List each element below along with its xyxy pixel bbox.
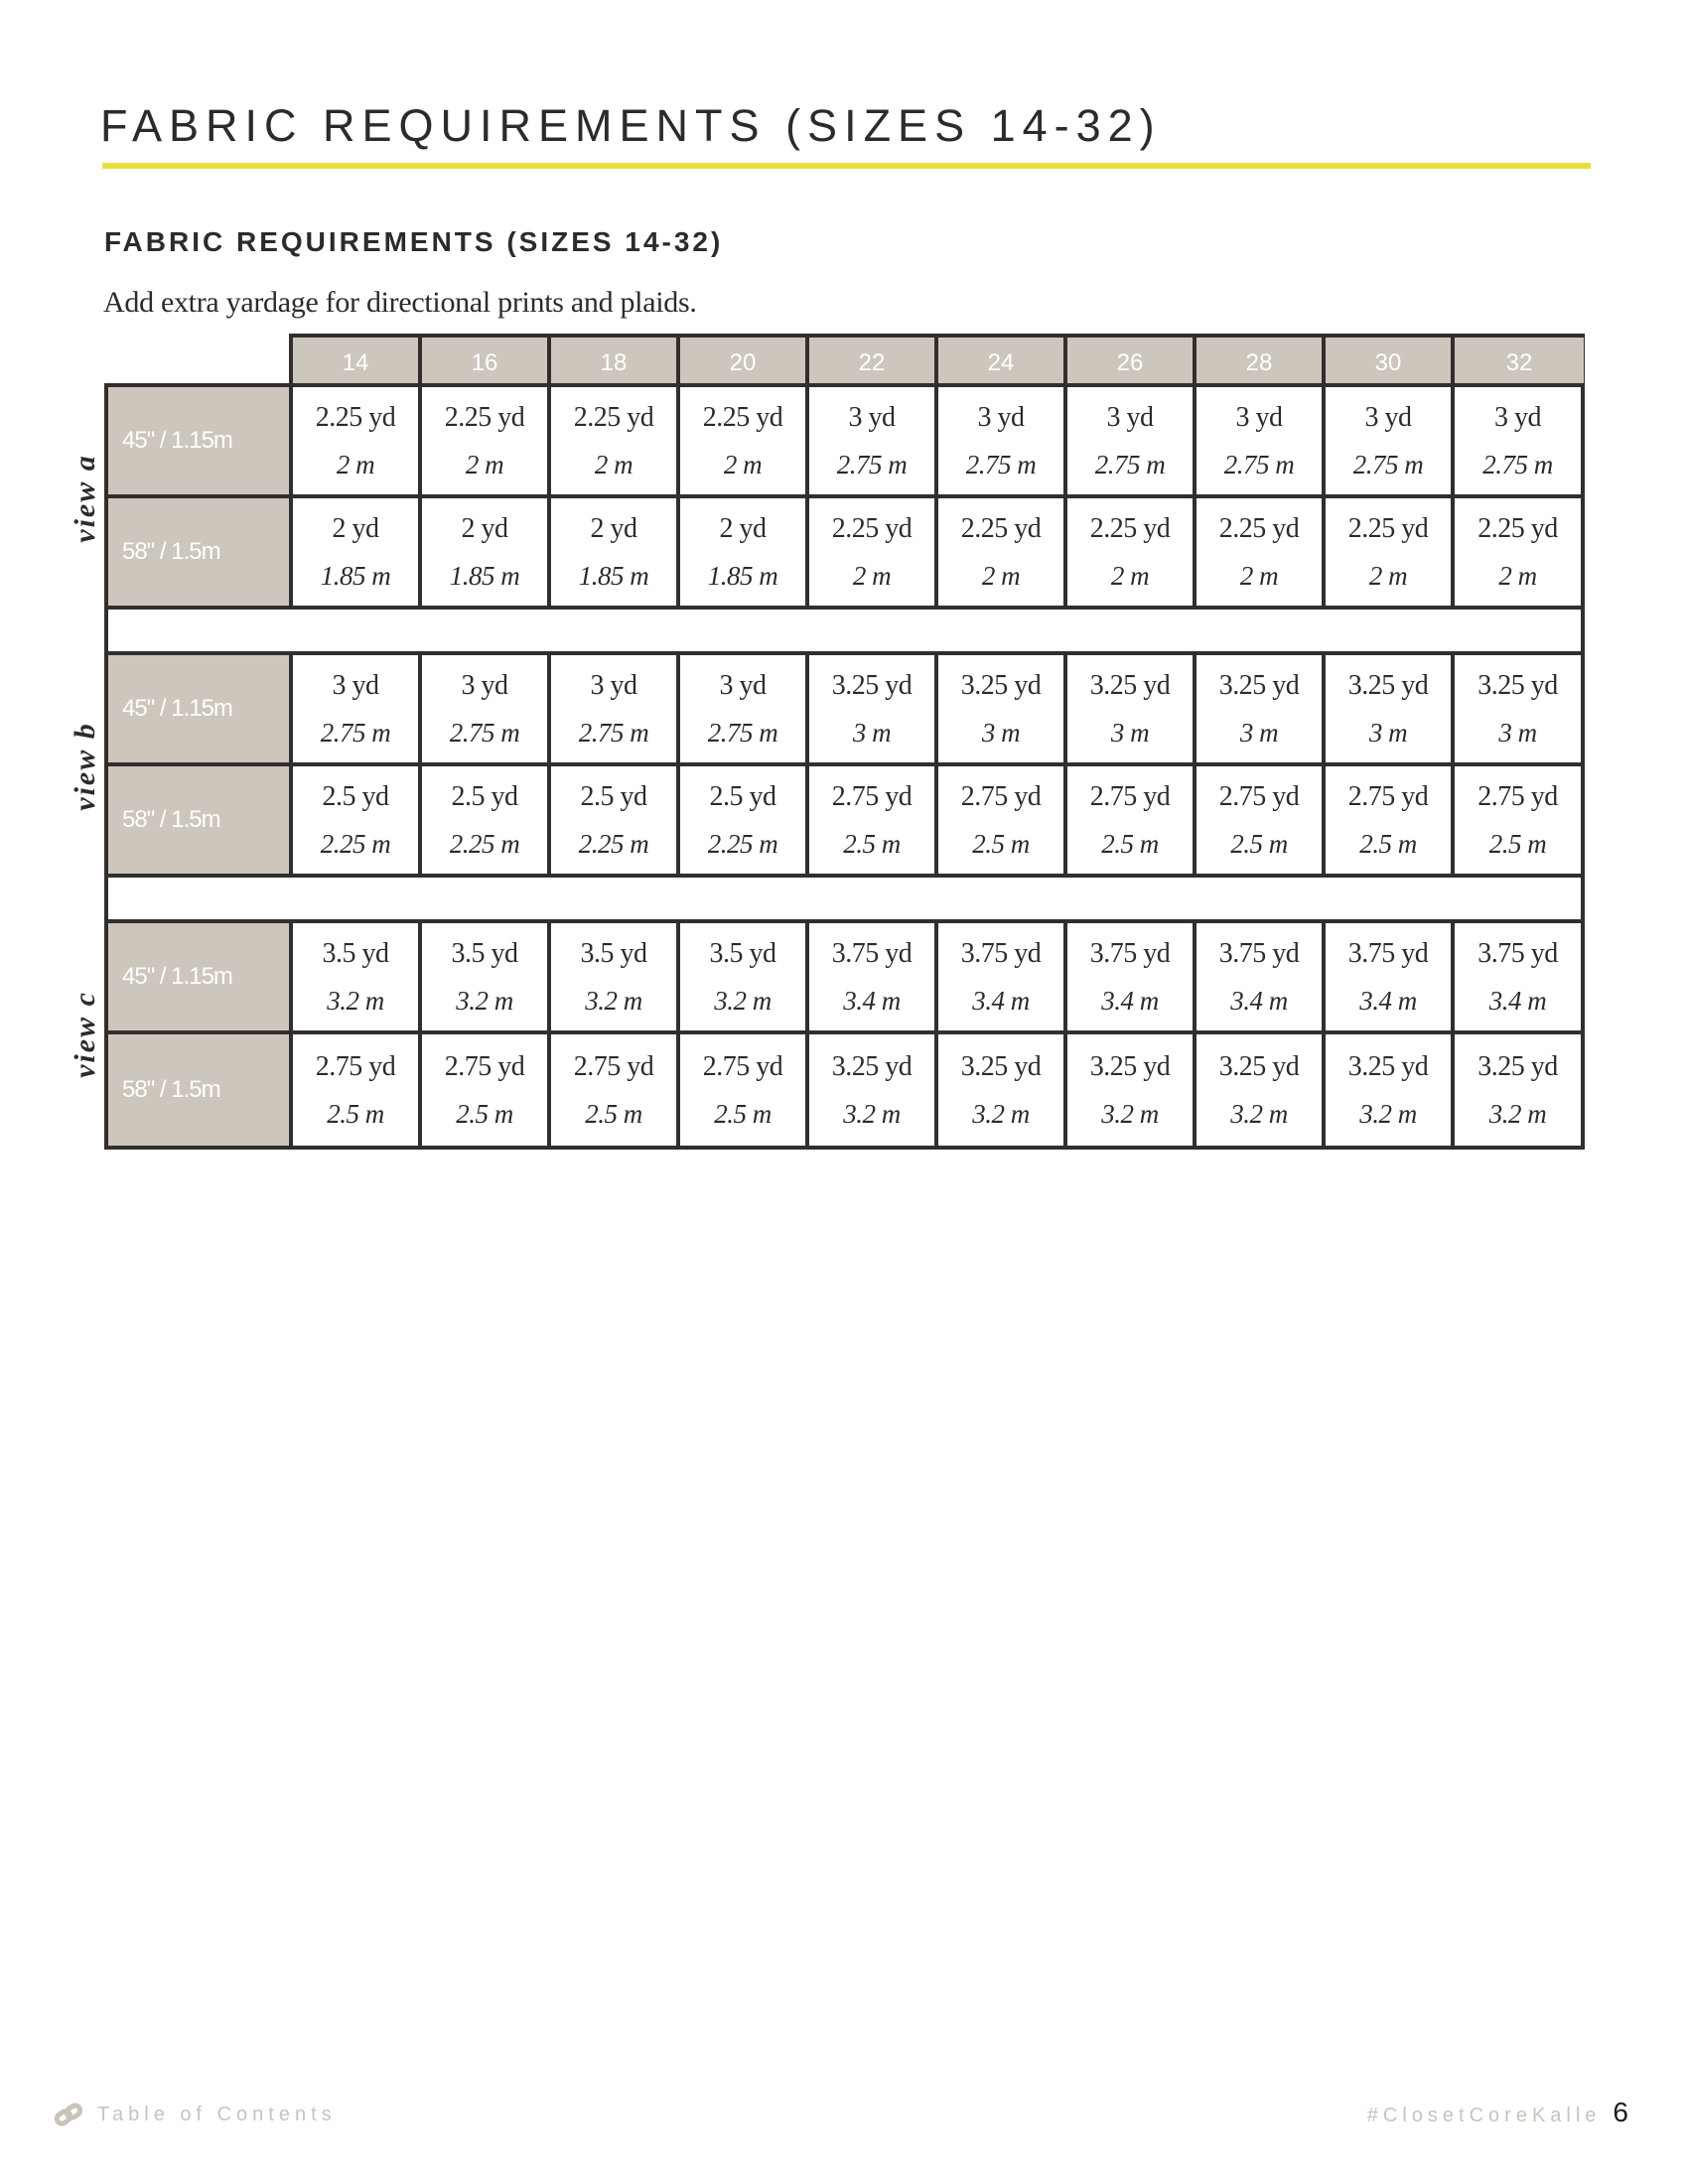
table-row (108, 655, 1581, 766)
table-row (108, 387, 1581, 498)
yardage-value: 3.25 yd (1218, 1050, 1300, 1082)
meterage-value: 2 m (336, 449, 375, 479)
view-label-text: view a (69, 454, 101, 543)
yardage-value: 2.5 yd (709, 780, 776, 812)
meterage-value: 2.75 m (1482, 449, 1553, 479)
yardage-cell (422, 655, 551, 762)
yardage-cell (1455, 766, 1581, 874)
yardage-value: 2.75 yd (831, 780, 913, 812)
fabric-requirements-table (104, 383, 1585, 1150)
yardage-cell (809, 766, 938, 874)
yardage-cell (1326, 766, 1455, 874)
yardage-cell (1455, 655, 1581, 762)
yardage-cell (1196, 655, 1326, 762)
yardage-value: 3 yd (848, 401, 896, 433)
meterage-value: 3.2 m (714, 985, 772, 1016)
meterage-value: 3 m (852, 717, 892, 748)
yardage-value: 2.75 yd (702, 1050, 783, 1082)
meterage-value: 2 m (852, 560, 892, 591)
yardage-value: 3 yd (1494, 401, 1541, 433)
yardage-cell (1196, 923, 1326, 1030)
hashtag: #ClosetCoreKalle (1366, 2105, 1602, 2126)
yardage-value: 2.5 yd (322, 780, 389, 812)
yardage-value: 3 yd (590, 669, 637, 701)
size-header-cell: 26 (1067, 338, 1196, 389)
yardage-value: 2.25 yd (960, 512, 1042, 544)
yardage-value: 2.25 yd (444, 401, 525, 433)
meterage-value: 2.5 m (585, 1098, 642, 1129)
size-header-row (289, 334, 1585, 389)
yardage-value: 3 yd (977, 401, 1025, 433)
yardage-cell (422, 923, 551, 1030)
yardage-cell (551, 387, 680, 494)
yardage-cell (293, 766, 422, 874)
yardage-value: 2 yd (590, 512, 637, 544)
meterage-value: 2.5 m (327, 1098, 384, 1129)
yardage-value: 2 yd (461, 512, 508, 544)
meterage-value: 2.25 m (320, 828, 391, 859)
meterage-value: 2 m (594, 449, 633, 479)
yardage-value: 3.5 yd (580, 937, 647, 969)
meterage-value: 1.85 m (707, 560, 778, 591)
yardage-value: 3.25 yd (1477, 1050, 1558, 1082)
yardage-value: 2.25 yd (573, 401, 654, 433)
meterage-value: 2 m (1239, 560, 1279, 591)
yardage-cell (1067, 923, 1196, 1030)
meterage-value: 3.2 m (327, 985, 384, 1016)
meterage-value: 2.5 m (456, 1098, 513, 1129)
meterage-value: 2 m (981, 560, 1021, 591)
yardage-cell (938, 1034, 1067, 1146)
yardage-cell (1326, 655, 1455, 762)
size-header-cell: 24 (938, 338, 1067, 389)
meterage-value: 2.25 m (449, 828, 520, 859)
yardage-cell (680, 923, 809, 1030)
table-row (108, 1034, 1581, 1146)
yardage-cell (422, 498, 551, 606)
page-number: 6 (1613, 2097, 1628, 2127)
yardage-cell (293, 923, 422, 1030)
yardage-value: 3.25 yd (1089, 669, 1171, 701)
yardage-cell (938, 923, 1067, 1030)
meterage-value: 2.5 m (1230, 828, 1288, 859)
yardage-value: 3 yd (332, 669, 379, 701)
fabric-width-label: 58" / 1.5m (108, 1034, 293, 1146)
yardage-value: 2.25 yd (1218, 512, 1300, 544)
yardage-value: 3.25 yd (1477, 669, 1558, 701)
meterage-value: 2.75 m (965, 449, 1037, 479)
yardage-value: 3 yd (719, 669, 767, 701)
yardage-value: 2.75 yd (315, 1050, 396, 1082)
size-header-cell: 16 (422, 338, 551, 389)
yardage-cell (1196, 387, 1326, 494)
yardage-value: 3.5 yd (322, 937, 389, 969)
view-section (108, 655, 1581, 878)
yardage-value: 2.5 yd (451, 780, 518, 812)
yardage-cell (1326, 1034, 1455, 1146)
yardage-value: 2.75 yd (573, 1050, 654, 1082)
meterage-value: 3 m (1110, 717, 1150, 748)
yardage-cell (680, 766, 809, 874)
meterage-value: 2.75 m (1223, 449, 1295, 479)
page-title: FABRIC REQUIREMENTS (SIZES 14-32) (100, 100, 1162, 151)
meterage-value: 2 m (1368, 560, 1408, 591)
section-heading: FABRIC REQUIREMENTS (SIZES 14-32) (104, 226, 724, 257)
yardage-cell (1067, 387, 1196, 494)
meterage-value: 3.2 m (1230, 1098, 1288, 1129)
yardage-cell (809, 923, 938, 1030)
footer-right (1367, 2097, 1628, 2128)
table-of-contents-link[interactable] (54, 2102, 337, 2127)
yardage-cell (680, 498, 809, 606)
size-header-cell: 22 (809, 338, 938, 389)
yardage-value: 3.25 yd (831, 669, 913, 701)
yardage-cell (293, 1034, 422, 1146)
yardage-cell (1326, 498, 1455, 606)
meterage-value: 2 m (1498, 560, 1537, 591)
yardage-value: 2.75 yd (1218, 780, 1300, 812)
yardage-cell (422, 1034, 551, 1146)
yardage-cell (938, 766, 1067, 874)
size-header-cell: 14 (293, 338, 422, 389)
yardage-value: 2.75 yd (960, 780, 1042, 812)
yardage-cell (1196, 498, 1326, 606)
yardage-value: 3.75 yd (1347, 937, 1429, 969)
yardage-cell (1455, 387, 1581, 494)
meterage-value: 2.5 m (843, 828, 901, 859)
yardage-cell (1326, 387, 1455, 494)
size-header-cell: 32 (1455, 338, 1584, 389)
yardage-value: 3 yd (1364, 401, 1412, 433)
table-of-contents-label[interactable]: Table of Contents (97, 2103, 337, 2125)
yardage-value: 3.25 yd (831, 1050, 913, 1082)
yardage-cell (938, 498, 1067, 606)
yardage-cell (680, 1034, 809, 1146)
yardage-value: 2.75 yd (1347, 780, 1429, 812)
meterage-value: 3 m (1239, 717, 1279, 748)
section-spacer (108, 878, 1581, 923)
yardage-value: 2.25 yd (315, 401, 396, 433)
meterage-value: 1.85 m (578, 560, 649, 591)
meterage-value: 2.75 m (707, 717, 778, 748)
fabric-width-label: 45" / 1.15m (108, 655, 293, 762)
yardage-value: 2.25 yd (1347, 512, 1429, 544)
yardage-value: 3.25 yd (1089, 1050, 1171, 1082)
table-row (108, 498, 1581, 610)
table-row (108, 766, 1581, 878)
view-section (108, 923, 1581, 1146)
yardage-cell (551, 766, 680, 874)
yardage-cell (938, 655, 1067, 762)
yardage-cell (293, 498, 422, 606)
meterage-value: 2 m (1110, 560, 1150, 591)
yardage-value: 3.75 yd (960, 937, 1042, 969)
meterage-value: 3 m (1498, 717, 1537, 748)
meterage-value: 3.4 m (972, 985, 1030, 1016)
yardage-cell (293, 387, 422, 494)
meterage-value: 2.5 m (714, 1098, 772, 1129)
yardage-cell (1455, 1034, 1581, 1146)
yardage-value: 3 yd (1106, 401, 1154, 433)
yardage-value: 3.75 yd (1218, 937, 1300, 969)
yardage-cell (551, 1034, 680, 1146)
yardage-cell (1067, 655, 1196, 762)
yardage-value: 3 yd (461, 669, 508, 701)
fabric-width-label: 58" / 1.5m (108, 766, 293, 874)
view-label-text: view c (69, 991, 101, 1078)
yardage-cell (938, 387, 1067, 494)
size-header-cell: 20 (680, 338, 809, 389)
yardage-cell (1067, 766, 1196, 874)
yardage-value: 3.25 yd (1218, 669, 1300, 701)
size-header-cell: 30 (1326, 338, 1455, 389)
yardage-cell (809, 655, 938, 762)
yardage-cell (551, 498, 680, 606)
meterage-value: 2.75 m (578, 717, 649, 748)
yardage-value: 3.75 yd (831, 937, 913, 969)
meterage-value: 2.75 m (320, 717, 391, 748)
yardage-cell (422, 766, 551, 874)
yardage-cell (293, 655, 422, 762)
fabric-width-label: 58" / 1.5m (108, 498, 293, 606)
meterage-value: 2.75 m (1094, 449, 1166, 479)
view-section (108, 387, 1581, 610)
table-row (108, 923, 1581, 1034)
meterage-value: 1.85 m (320, 560, 391, 591)
yardage-cell (1196, 766, 1326, 874)
yardage-cell (551, 655, 680, 762)
title-underline (102, 163, 1591, 169)
meterage-value: 3.4 m (1101, 985, 1159, 1016)
yardage-value: 2 yd (332, 512, 379, 544)
yardage-value: 2.75 yd (444, 1050, 525, 1082)
yardage-value: 3.75 yd (1477, 937, 1558, 969)
yardage-cell (1455, 923, 1581, 1030)
meterage-value: 2.25 m (578, 828, 649, 859)
meterage-value: 2.75 m (836, 449, 908, 479)
yardage-value: 3.75 yd (1089, 937, 1171, 969)
yardage-value: 3.25 yd (960, 1050, 1042, 1082)
yardage-value: 2.25 yd (1089, 512, 1171, 544)
yardage-cell (1455, 498, 1581, 606)
meterage-value: 2.5 m (1488, 828, 1547, 859)
meterage-value: 3 m (1368, 717, 1408, 748)
yardage-cell (809, 1034, 938, 1146)
yardage-value: 3.25 yd (960, 669, 1042, 701)
yardage-value: 3.25 yd (1347, 1050, 1429, 1082)
meterage-value: 3.2 m (1101, 1098, 1159, 1129)
meterage-value: 2.75 m (449, 717, 520, 748)
meterage-value: 1.85 m (449, 560, 520, 591)
meterage-value: 3.2 m (456, 985, 513, 1016)
view-label-text: view b (69, 722, 101, 811)
yardage-value: 3.25 yd (1347, 669, 1429, 701)
link-icon (54, 2102, 83, 2127)
yardage-cell (809, 387, 938, 494)
yardage-cell (680, 655, 809, 762)
meterage-value: 3.2 m (585, 985, 642, 1016)
yardage-cell (680, 387, 809, 494)
yardage-value: 2.25 yd (702, 401, 783, 433)
meterage-value: 3.2 m (843, 1098, 901, 1129)
yardage-value: 3 yd (1235, 401, 1283, 433)
meterage-value: 2.75 m (1352, 449, 1424, 479)
meterage-value: 3 m (981, 717, 1021, 748)
yardage-cell (422, 387, 551, 494)
meterage-value: 2 m (723, 449, 763, 479)
yardage-value: 2.75 yd (1089, 780, 1171, 812)
meterage-value: 2.5 m (1101, 828, 1159, 859)
yardage-value: 2.25 yd (1477, 512, 1558, 544)
meterage-value: 3.4 m (843, 985, 901, 1016)
intro-text: Add extra yardage for directional prints and plaids. (103, 286, 697, 319)
yardage-cell (1326, 923, 1455, 1030)
yardage-cell (809, 498, 938, 606)
meterage-value: 3.4 m (1230, 985, 1288, 1016)
yardage-value: 2.75 yd (1477, 780, 1558, 812)
yardage-value: 2.5 yd (580, 780, 647, 812)
yardage-cell (1196, 1034, 1326, 1146)
yardage-value: 3.5 yd (451, 937, 518, 969)
yardage-cell (1067, 1034, 1196, 1146)
size-header-cell: 18 (551, 338, 680, 389)
yardage-value: 2 yd (719, 512, 767, 544)
meterage-value: 2.5 m (1359, 828, 1417, 859)
yardage-value: 3.5 yd (709, 937, 776, 969)
section-spacer (108, 610, 1581, 655)
meterage-value: 3.4 m (1359, 985, 1417, 1016)
meterage-value: 3.2 m (1488, 1098, 1547, 1129)
fabric-width-label: 45" / 1.15m (108, 923, 293, 1030)
yardage-cell (551, 923, 680, 1030)
yardage-cell (1067, 498, 1196, 606)
meterage-value: 2.25 m (707, 828, 778, 859)
meterage-value: 3.2 m (972, 1098, 1030, 1129)
meterage-value: 3.2 m (1359, 1098, 1417, 1129)
fabric-width-label: 45" / 1.15m (108, 387, 293, 494)
yardage-value: 2.25 yd (831, 512, 913, 544)
meterage-value: 2 m (465, 449, 504, 479)
meterage-value: 3.4 m (1488, 985, 1547, 1016)
size-header-cell: 28 (1196, 338, 1326, 389)
meterage-value: 2.5 m (972, 828, 1030, 859)
